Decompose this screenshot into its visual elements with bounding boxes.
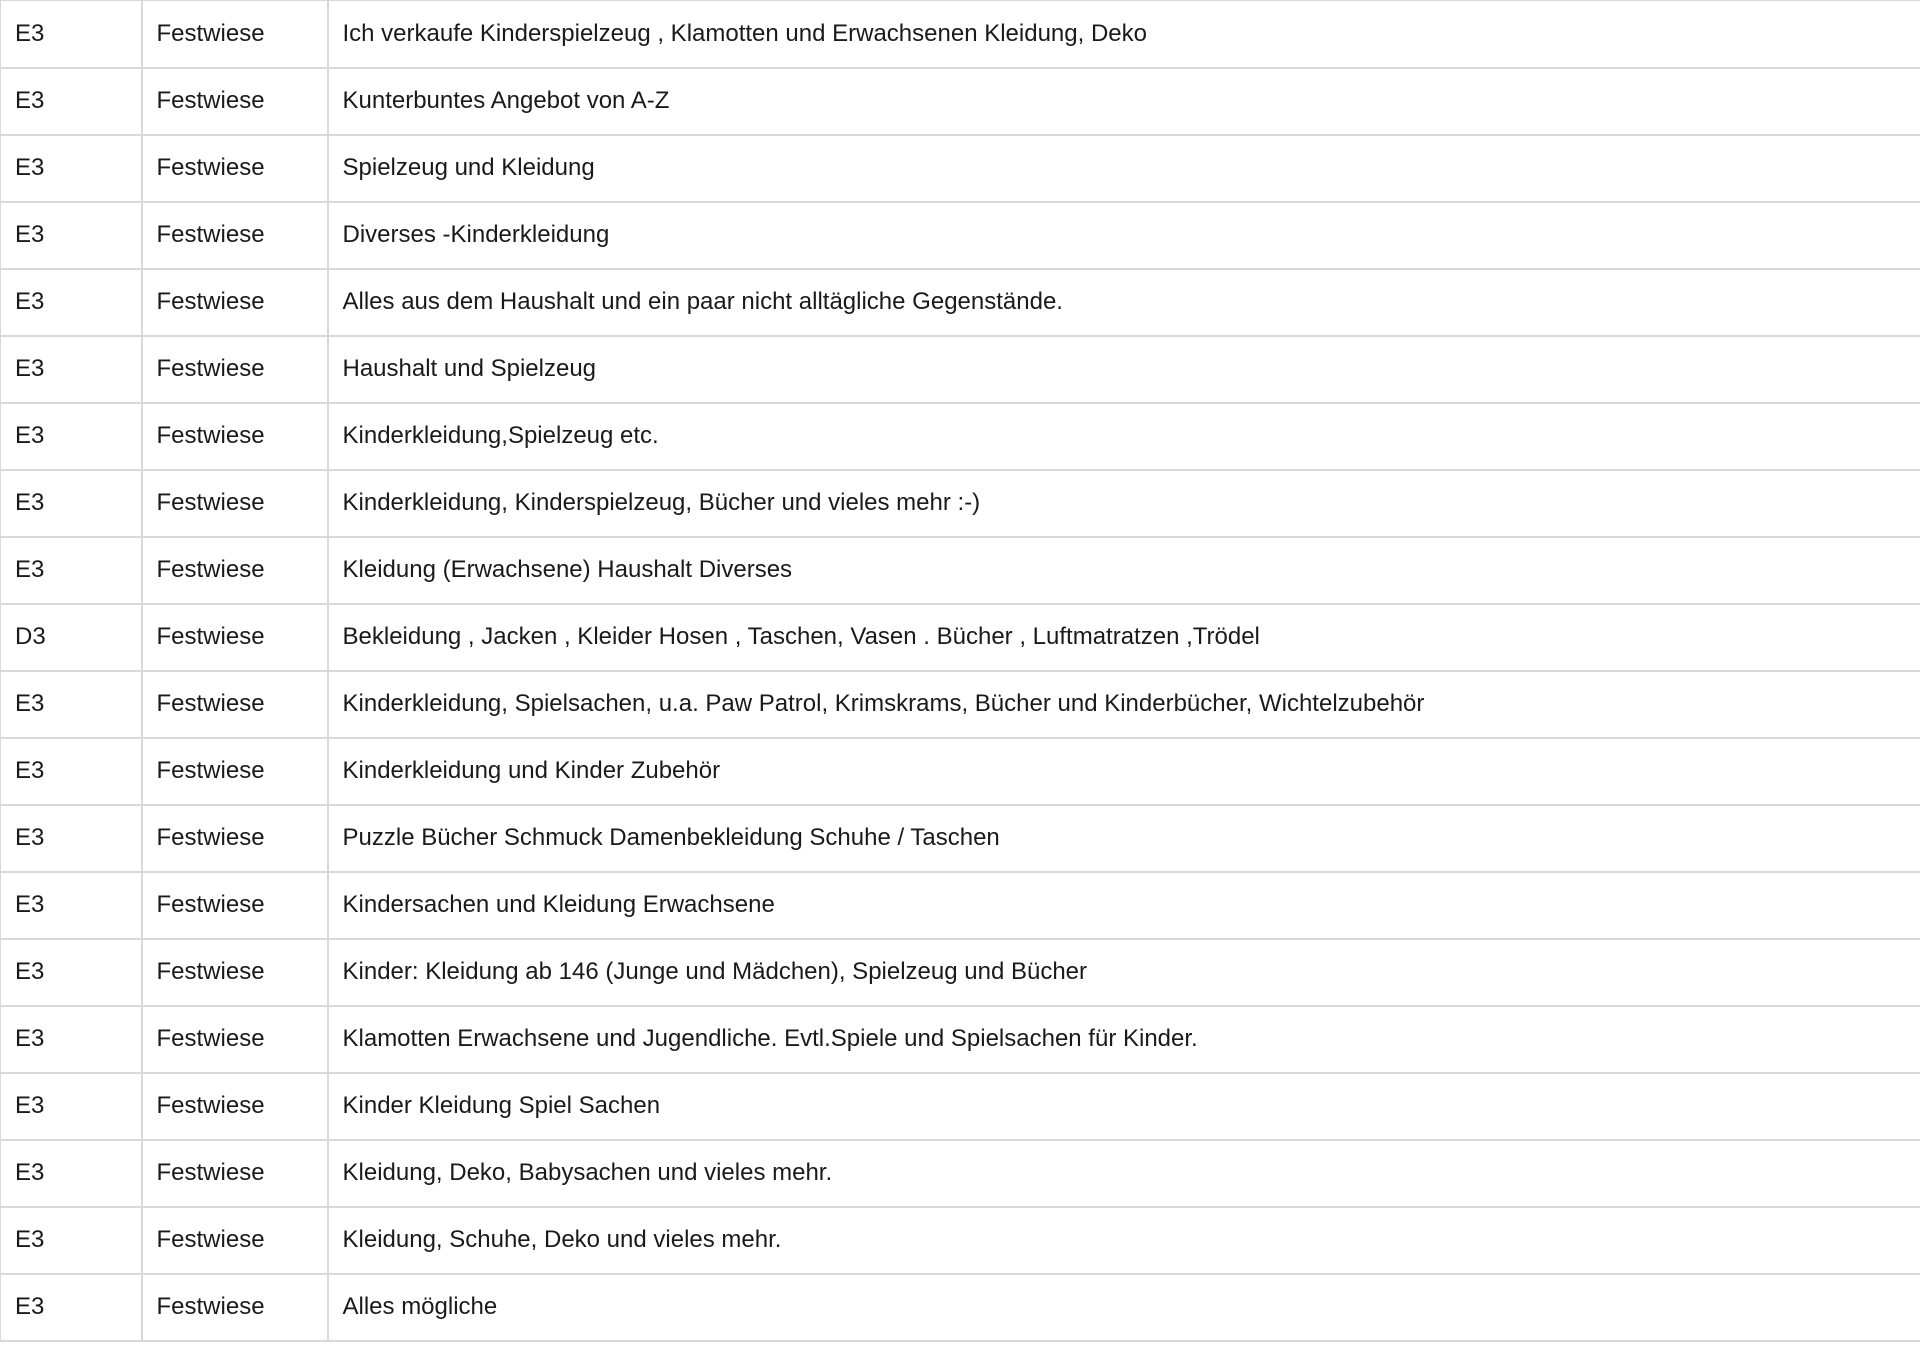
table-row — [1, 1, 1920, 68]
cell-description: Kinder Kleidung Spiel Sachen — [328, 1073, 1920, 1140]
cell-description: Puzzle Bücher Schmuck Damenbekleidung Schuhe / Taschen — [328, 805, 1920, 872]
cell-code: E3 — [1, 336, 142, 403]
table-row — [1, 135, 1920, 202]
table-row — [1, 403, 1920, 470]
cell-location: Festwiese — [142, 872, 328, 939]
cell-code: E3 — [1, 1140, 142, 1207]
cell-location: Festwiese — [142, 604, 328, 671]
cell-location: Festwiese — [142, 68, 328, 135]
cell-description: Kindersachen und Kleidung Erwachsene — [328, 872, 1920, 939]
cell-description: Kleidung, Schuhe, Deko und vieles mehr. — [328, 1207, 1920, 1274]
cell-description: Ich verkaufe Kinderspielzeug , Klamotten und Erwachsenen Kleidung, Deko — [328, 1, 1920, 68]
cell-description: Kleidung, Deko, Babysachen und vieles mehr. — [328, 1140, 1920, 1207]
cell-location: Festwiese — [142, 537, 328, 604]
cell-code: E3 — [1, 1207, 142, 1274]
cell-location: Festwiese — [142, 336, 328, 403]
cell-description: Alles mögliche — [328, 1274, 1920, 1341]
cell-location: Festwiese — [142, 135, 328, 202]
cell-code: E3 — [1, 403, 142, 470]
cell-location: Festwiese — [142, 202, 328, 269]
cell-description: Diverses -Kinderkleidung — [328, 202, 1920, 269]
cell-code: E3 — [1, 470, 142, 537]
table-row — [1, 604, 1920, 671]
cell-code: E3 — [1, 1, 142, 68]
cell-code: D3 — [1, 604, 142, 671]
cell-description: Kunterbuntes Angebot von A-Z — [328, 68, 1920, 135]
table-row — [1, 738, 1920, 805]
cell-location: Festwiese — [142, 1073, 328, 1140]
table-row — [1, 939, 1920, 1006]
cell-code: E3 — [1, 671, 142, 738]
cell-description: Bekleidung , Jacken , Kleider Hosen , Taschen, Vasen . Bücher , Luftmatratzen ,Trödel — [328, 604, 1920, 671]
table-row — [1, 671, 1920, 738]
cell-code: E3 — [1, 1006, 142, 1073]
cell-location: Festwiese — [142, 671, 328, 738]
cell-description: Kinderkleidung,Spielzeug etc. — [328, 403, 1920, 470]
cell-code: E3 — [1, 805, 142, 872]
cell-location: Festwiese — [142, 1140, 328, 1207]
cell-location: Festwiese — [142, 470, 328, 537]
table-row — [1, 1207, 1920, 1274]
cell-code: E3 — [1, 939, 142, 1006]
cell-location: Festwiese — [142, 1, 328, 68]
cell-code: E3 — [1, 738, 142, 805]
cell-location: Festwiese — [142, 403, 328, 470]
table-row — [1, 68, 1920, 135]
cell-code: E3 — [1, 135, 142, 202]
cell-code: E3 — [1, 872, 142, 939]
cell-code: E3 — [1, 269, 142, 336]
cell-description: Kinder: Kleidung ab 146 (Junge und Mädchen), Spielzeug und Bücher — [328, 939, 1920, 1006]
table-row — [1, 470, 1920, 537]
table-row — [1, 1006, 1920, 1073]
table-row — [1, 537, 1920, 604]
table-row — [1, 1140, 1920, 1207]
cell-location: Festwiese — [142, 1006, 328, 1073]
cell-location: Festwiese — [142, 269, 328, 336]
table-row — [1, 202, 1920, 269]
cell-code: E3 — [1, 68, 142, 135]
table-row — [1, 336, 1920, 403]
cell-code: E3 — [1, 537, 142, 604]
table-row — [1, 872, 1920, 939]
cell-description: Alles aus dem Haushalt und ein paar nicht alltägliche Gegenstände. — [328, 269, 1920, 336]
cell-description: Kinderkleidung, Kinderspielzeug, Bücher und vieles mehr :-) — [328, 470, 1920, 537]
cell-description: Kleidung (Erwachsene) Haushalt Diverses — [328, 537, 1920, 604]
cell-location: Festwiese — [142, 738, 328, 805]
table-row — [1, 805, 1920, 872]
cell-description: Klamotten Erwachsene und Jugendliche. Evtl.Spiele und Spielsachen für Kinder. — [328, 1006, 1920, 1073]
cell-location: Festwiese — [142, 1274, 328, 1341]
vendor-table-body — [1, 1, 1920, 1341]
cell-location: Festwiese — [142, 805, 328, 872]
table-row — [1, 269, 1920, 336]
cell-code: E3 — [1, 1274, 142, 1341]
cell-code: E3 — [1, 1073, 142, 1140]
table-row — [1, 1274, 1920, 1341]
cell-description: Kinderkleidung und Kinder Zubehör — [328, 738, 1920, 805]
cell-description: Spielzeug und Kleidung — [328, 135, 1920, 202]
table-row — [1, 1073, 1920, 1140]
cell-location: Festwiese — [142, 1207, 328, 1274]
cell-location: Festwiese — [142, 939, 328, 1006]
cell-description: Kinderkleidung, Spielsachen, u.a. Paw Patrol, Krimskrams, Bücher und Kinderbücher, Wichtelzubehör — [328, 671, 1920, 738]
cell-code: E3 — [1, 202, 142, 269]
cell-description: Haushalt und Spielzeug — [328, 336, 1920, 403]
